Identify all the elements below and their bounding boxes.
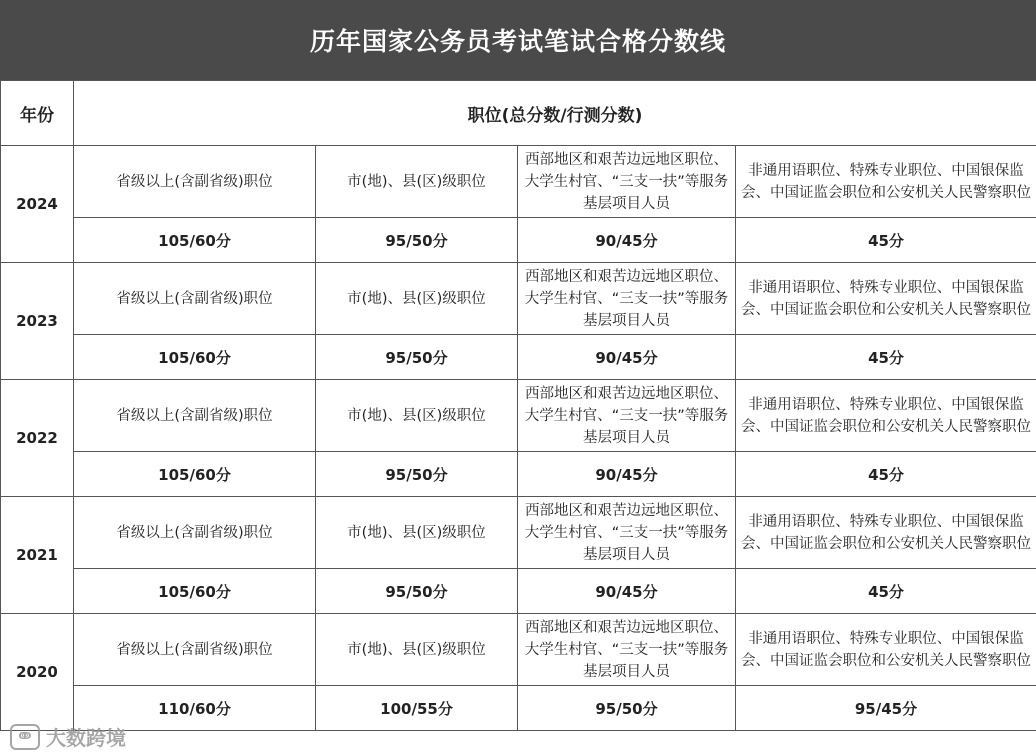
score-cell: 95/50分 bbox=[518, 686, 736, 731]
score-cell: 45分 bbox=[736, 569, 1036, 614]
position-cell: 省级以上(含副省级)职位 bbox=[74, 380, 316, 452]
table-row bbox=[1, 686, 1036, 731]
table-row bbox=[1, 614, 1036, 686]
score-cell: 90/45分 bbox=[518, 335, 736, 380]
position-cell: 省级以上(含副省级)职位 bbox=[74, 614, 316, 686]
position-cell: 西部地区和艰苦边远地区职位、大学生村官、“三支一扶”等服务基层项目人员 bbox=[518, 380, 736, 452]
position-cell: 市(地)、县(区)级职位 bbox=[316, 146, 518, 218]
score-cell: 90/45分 bbox=[518, 218, 736, 263]
score-cell: 110/60分 bbox=[74, 686, 316, 731]
score-cell: 90/45分 bbox=[518, 569, 736, 614]
position-cell: 西部地区和艰苦边远地区职位、大学生村官、“三支一扶”等服务基层项目人员 bbox=[518, 263, 736, 335]
position-cell: 非通用语职位、特殊专业职位、中国银保监会、中国证监会职位和公安机关人民警察职位 bbox=[736, 614, 1036, 686]
year-cell: 2021 bbox=[1, 497, 74, 614]
score-cell: 95/45分 bbox=[736, 686, 1036, 731]
page-title: 历年国家公务员考试笔试合格分数线 bbox=[0, 0, 1036, 80]
year-cell: 2023 bbox=[1, 263, 74, 380]
score-cell: 105/60分 bbox=[74, 452, 316, 497]
table-row bbox=[1, 497, 1036, 569]
score-table bbox=[0, 80, 1036, 731]
position-cell: 西部地区和艰苦边远地区职位、大学生村官、“三支一扶”等服务基层项目人员 bbox=[518, 497, 736, 569]
position-cell: 市(地)、县(区)级职位 bbox=[316, 263, 518, 335]
table-row bbox=[1, 569, 1036, 614]
score-cell: 100/55分 bbox=[316, 686, 518, 731]
score-cell: 105/60分 bbox=[74, 335, 316, 380]
table-row bbox=[1, 263, 1036, 335]
table-row bbox=[1, 380, 1036, 452]
position-cell: 市(地)、县(区)级职位 bbox=[316, 497, 518, 569]
table-row bbox=[1, 452, 1036, 497]
position-cell: 省级以上(含副省级)职位 bbox=[74, 263, 316, 335]
position-cell: 市(地)、县(区)级职位 bbox=[316, 614, 518, 686]
position-cell: 省级以上(含副省级)职位 bbox=[74, 146, 316, 218]
position-cell: 市(地)、县(区)级职位 bbox=[316, 380, 518, 452]
table-header-row bbox=[1, 81, 1036, 146]
year-cell: 2024 bbox=[1, 146, 74, 263]
watermark bbox=[10, 722, 126, 751]
position-cell: 省级以上(含副省级)职位 bbox=[74, 497, 316, 569]
dashuju-logo-icon: ↂ bbox=[10, 724, 40, 750]
year-column-header: 年份 bbox=[1, 81, 74, 146]
score-cell: 105/60分 bbox=[74, 569, 316, 614]
score-cell: 90/45分 bbox=[518, 452, 736, 497]
year-cell: 2020 bbox=[1, 614, 74, 731]
table-row bbox=[1, 218, 1036, 263]
position-cell: 非通用语职位、特殊专业职位、中国银保监会、中国证监会职位和公安机关人民警察职位 bbox=[736, 146, 1036, 218]
position-cell: 西部地区和艰苦边远地区职位、大学生村官、“三支一扶”等服务基层项目人员 bbox=[518, 146, 736, 218]
score-cell: 45分 bbox=[736, 335, 1036, 380]
score-cell: 95/50分 bbox=[316, 335, 518, 380]
position-cell: 非通用语职位、特殊专业职位、中国银保监会、中国证监会职位和公安机关人民警察职位 bbox=[736, 380, 1036, 452]
year-cell: 2022 bbox=[1, 380, 74, 497]
positions-column-header: 职位(总分数/行测分数) bbox=[74, 81, 1036, 146]
position-cell: 西部地区和艰苦边远地区职位、大学生村官、“三支一扶”等服务基层项目人员 bbox=[518, 614, 736, 686]
score-cell: 45分 bbox=[736, 452, 1036, 497]
table-row bbox=[1, 146, 1036, 218]
watermark-text: 大数跨境 bbox=[46, 726, 126, 750]
position-cell: 非通用语职位、特殊专业职位、中国银保监会、中国证监会职位和公安机关人民警察职位 bbox=[736, 263, 1036, 335]
table-row bbox=[1, 335, 1036, 380]
score-cell: 95/50分 bbox=[316, 452, 518, 497]
table-body bbox=[1, 146, 1036, 731]
score-cell: 95/50分 bbox=[316, 218, 518, 263]
score-cell: 45分 bbox=[736, 218, 1036, 263]
score-cell: 95/50分 bbox=[316, 569, 518, 614]
score-cell: 105/60分 bbox=[74, 218, 316, 263]
position-cell: 非通用语职位、特殊专业职位、中国银保监会、中国证监会职位和公安机关人民警察职位 bbox=[736, 497, 1036, 569]
